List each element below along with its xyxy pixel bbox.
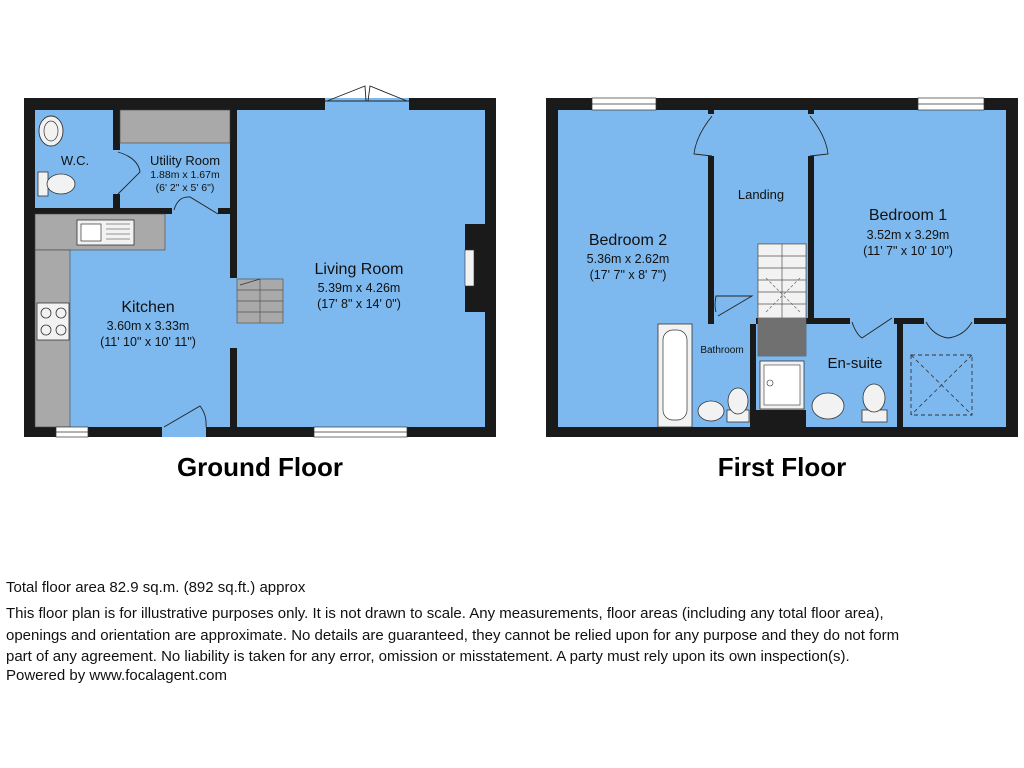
bedroom2-label: Bedroom 2	[588, 232, 668, 249]
ground-floor-title: Ground Floor	[176, 452, 344, 482]
ground-stairs-icon	[237, 279, 283, 323]
bedroom2-metric: 5.36m x 2.62m	[586, 252, 670, 266]
living-room-imperial: (17' 8" x 14' 0")	[317, 297, 401, 311]
total-floor-area: Total floor area 82.9 sq.m. (892 sq.ft.) approx	[6, 579, 306, 596]
utility-room-metric: 1.88m x 1.67m	[150, 169, 220, 181]
shower-icon	[760, 361, 804, 409]
bathroom-door-icon	[714, 296, 756, 324]
first-window-bedroom2	[592, 98, 656, 110]
ensuite-basin-icon	[812, 393, 844, 419]
bathroom-basin-icon	[698, 401, 724, 421]
hob-icon	[37, 303, 69, 340]
stair-opening	[230, 278, 237, 348]
cupboard-room	[903, 324, 1006, 427]
stair-void	[756, 410, 806, 427]
french-doors-icon	[325, 86, 409, 110]
wc-label: W.C.	[60, 153, 90, 168]
landing-label: Landing	[737, 187, 785, 202]
disclaimer-line-3: part of any agreement. No liability is taken for any error, omission or misstatement. A party must rely upon its own inspection(s).	[6, 648, 850, 665]
hearth-icon	[465, 250, 474, 286]
wc-basin-icon	[39, 116, 63, 146]
utility-room-label: Utility Room	[149, 153, 221, 168]
ground-window-kitchen	[56, 427, 88, 437]
ensuite-toilet-icon	[862, 384, 887, 422]
first-floor-title: First Floor	[717, 452, 847, 482]
sink-icon	[77, 220, 134, 245]
bedroom1-imperial: (11' 7" x 10' 10")	[863, 244, 953, 258]
ground-floor-plan	[24, 86, 496, 437]
ground-window-living	[314, 427, 407, 437]
toilet-icon	[38, 172, 75, 196]
ensuite-label: En-suite	[827, 355, 883, 372]
kitchen-metric: 3.60m x 3.33m	[106, 319, 190, 333]
living-room-label: Living Room	[314, 261, 404, 278]
disclaimer-line-1: This floor plan is for illustrative purposes only. It is not drawn to scale. Any measurements, floor areas (including any total floor area),	[6, 605, 884, 622]
bathroom-toilet-icon	[727, 388, 749, 422]
kitchen-imperial: (11' 10" x 10' 11")	[100, 335, 196, 349]
kitchen-label: Kitchen	[121, 299, 175, 316]
utility-counter	[120, 110, 230, 143]
first-floor-plan	[546, 98, 1018, 437]
first-window-bedroom1	[918, 98, 984, 110]
utility-room-imperial: (6' 2" x 5' 6")	[155, 182, 215, 194]
living-room-metric: 5.39m x 4.26m	[317, 281, 401, 295]
powered-by-link[interactable]: Powered by www.focalagent.com	[6, 667, 227, 684]
partition-wall	[750, 324, 756, 427]
first-stairs-icon	[758, 244, 806, 356]
bedroom1-metric: 3.52m x 3.29m	[866, 228, 950, 242]
bedroom1-label: Bedroom 1	[868, 207, 948, 224]
disclaimer-line-2: openings and orientation are approximate. No details are guaranteed, they cannot be relied upon for any purpose and they do not form	[6, 627, 900, 644]
bedroom2-imperial: (17' 7" x 8' 7")	[589, 268, 667, 282]
bath-icon	[658, 324, 692, 427]
bathroom-label: Bathroom	[700, 345, 744, 356]
